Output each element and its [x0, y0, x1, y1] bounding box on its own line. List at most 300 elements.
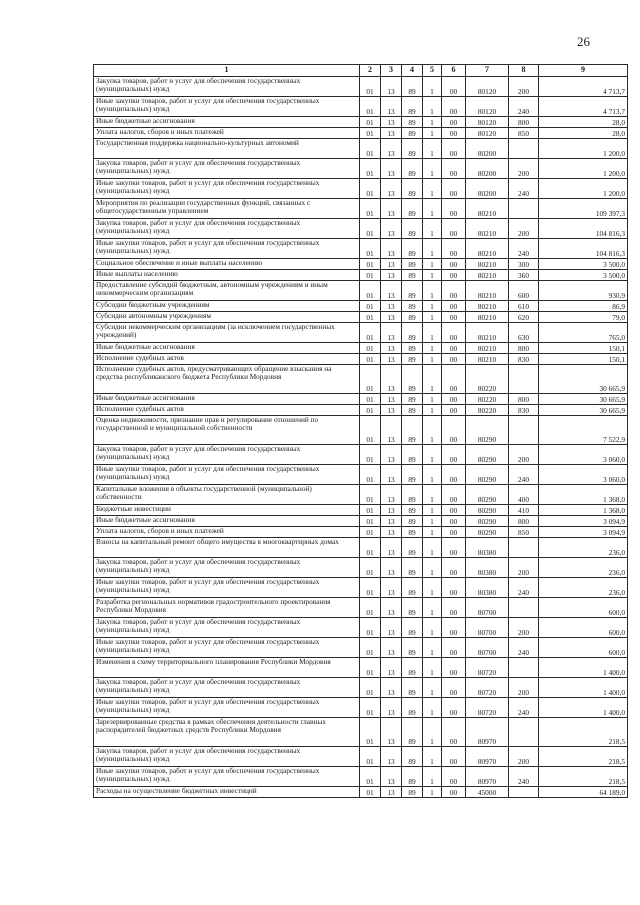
code-cell: 13	[381, 485, 402, 505]
code-cell: 00	[442, 538, 466, 558]
code-cell: 800	[509, 516, 539, 527]
code-cell: 80970	[466, 747, 509, 767]
code-cell: 1	[423, 465, 442, 485]
expense-name-cell: Субсидии бюджетным учреждениям	[94, 301, 360, 312]
expense-name-cell: Иные закупки товаров, работ и услуг для обеспечения государственных (муниципальных) нужд	[94, 698, 360, 718]
code-cell: 01	[360, 365, 381, 394]
code-cell: 00	[442, 416, 466, 445]
code-cell: 80290	[466, 465, 509, 485]
table-row	[94, 139, 628, 159]
column-header: 5	[423, 65, 442, 77]
code-cell: 89	[402, 445, 423, 465]
code-cell: 1	[423, 179, 442, 199]
expense-name-cell: Иные закупки товаров, работ и услуг для обеспечения государственных (муниципальных) нужд	[94, 638, 360, 658]
expense-name-cell: Уплата налогов, сборов и иных платежей	[94, 527, 360, 538]
table-row	[94, 767, 628, 787]
code-cell: 89	[402, 698, 423, 718]
code-cell: 01	[360, 658, 381, 678]
code-cell: 200	[509, 77, 539, 97]
expense-name-cell: Иные бюджетные ассигнования	[94, 117, 360, 128]
code-cell: 300	[509, 259, 539, 270]
code-cell: 00	[442, 516, 466, 527]
code-cell: 00	[442, 343, 466, 354]
code-cell: 80210	[466, 199, 509, 219]
code-cell: 1	[423, 416, 442, 445]
table-row	[94, 658, 628, 678]
code-cell: 1	[423, 365, 442, 394]
expense-name-cell: Иные бюджетные ассигнования	[94, 343, 360, 354]
table-row	[94, 394, 628, 405]
expense-name-cell: Исполнение судебных актов	[94, 405, 360, 416]
code-cell: 89	[402, 527, 423, 538]
amount-cell: 3 094,9	[539, 527, 628, 538]
code-cell: 200	[509, 618, 539, 638]
code-cell	[509, 365, 539, 394]
code-cell: 01	[360, 747, 381, 767]
amount-cell: 218,5	[539, 767, 628, 787]
code-cell: 00	[442, 767, 466, 787]
expense-name-cell: Расходы на осуществление бюджетных инвестиций	[94, 787, 360, 798]
code-cell: 89	[402, 505, 423, 516]
code-cell: 01	[360, 767, 381, 787]
column-header: 4	[402, 65, 423, 77]
code-cell: 89	[402, 259, 423, 270]
code-cell: 13	[381, 239, 402, 259]
code-cell: 1	[423, 219, 442, 239]
code-cell: 89	[402, 365, 423, 394]
code-cell: 00	[442, 618, 466, 638]
code-cell: 240	[509, 239, 539, 259]
amount-cell: 150,1	[539, 354, 628, 365]
code-cell: 1	[423, 678, 442, 698]
code-cell: 1	[423, 259, 442, 270]
code-cell: 89	[402, 281, 423, 301]
table-row	[94, 527, 628, 538]
code-cell: 80210	[466, 281, 509, 301]
expense-name-cell: Субсидии некоммерческим организациям (за исключением государственных учреждений)	[94, 323, 360, 343]
code-cell: 01	[360, 465, 381, 485]
code-cell: 80290	[466, 505, 509, 516]
code-cell: 13	[381, 405, 402, 416]
code-cell: 80210	[466, 354, 509, 365]
code-cell: 13	[381, 527, 402, 538]
code-cell: 89	[402, 658, 423, 678]
code-cell: 200	[509, 445, 539, 465]
code-cell: 240	[509, 698, 539, 718]
table-row	[94, 787, 628, 798]
code-cell: 13	[381, 312, 402, 323]
amount-cell: 7 522,9	[539, 416, 628, 445]
code-cell: 00	[442, 405, 466, 416]
code-cell: 89	[402, 465, 423, 485]
code-cell: 1	[423, 281, 442, 301]
table-row	[94, 485, 628, 505]
code-cell: 13	[381, 558, 402, 578]
code-cell: 1	[423, 139, 442, 159]
amount-cell: 1 400,0	[539, 698, 628, 718]
amount-cell: 1 368,0	[539, 485, 628, 505]
code-cell: 240	[509, 179, 539, 199]
code-cell: 830	[509, 405, 539, 416]
table-row	[94, 405, 628, 416]
code-cell: 200	[509, 219, 539, 239]
code-cell: 01	[360, 638, 381, 658]
code-cell: 00	[442, 117, 466, 128]
amount-cell: 600,0	[539, 638, 628, 658]
table-row	[94, 117, 628, 128]
expense-name-cell: Закупка товаров, работ и услуг для обеспечения государственных (муниципальных) нужд	[94, 747, 360, 767]
amount-cell: 930,9	[539, 281, 628, 301]
column-header: 2	[360, 65, 381, 77]
code-cell: 89	[402, 618, 423, 638]
code-cell	[509, 416, 539, 445]
code-cell: 01	[360, 698, 381, 718]
code-cell: 89	[402, 159, 423, 179]
code-cell: 89	[402, 301, 423, 312]
amount-cell: 1 368,0	[539, 505, 628, 516]
code-cell: 630	[509, 323, 539, 343]
code-cell: 01	[360, 718, 381, 747]
code-cell: 89	[402, 139, 423, 159]
code-cell: 80720	[466, 658, 509, 678]
code-cell: 89	[402, 394, 423, 405]
code-cell: 13	[381, 323, 402, 343]
code-cell: 89	[402, 323, 423, 343]
table-row	[94, 516, 628, 527]
code-cell: 45000	[466, 787, 509, 798]
code-cell: 00	[442, 527, 466, 538]
table-row	[94, 445, 628, 465]
expense-name-cell: Иные закупки товаров, работ и услуг для обеспечения государственных (муниципальных) нужд	[94, 578, 360, 598]
code-cell: 200	[509, 747, 539, 767]
code-cell: 00	[442, 678, 466, 698]
code-cell: 01	[360, 312, 381, 323]
code-cell: 01	[360, 578, 381, 598]
code-cell: 00	[442, 270, 466, 281]
code-cell: 13	[381, 270, 402, 281]
code-cell: 13	[381, 117, 402, 128]
expense-name-cell: Закупка товаров, работ и услуг для обеспечения государственных (муниципальных) нужд	[94, 618, 360, 638]
code-cell: 01	[360, 301, 381, 312]
code-cell: 00	[442, 394, 466, 405]
code-cell: 800	[509, 394, 539, 405]
code-cell: 00	[442, 323, 466, 343]
code-cell: 13	[381, 747, 402, 767]
expense-name-cell: Государственная поддержка национально-культурных автономий	[94, 139, 360, 159]
code-cell: 89	[402, 558, 423, 578]
expense-name-cell: Зарезервированные средства в рамках обеспечения деятельности главных распорядителей бюджетных средств Республики Мордовия	[94, 718, 360, 747]
expense-name-cell: Иные закупки товаров, работ и услуг для обеспечения государственных (муниципальных) нужд	[94, 465, 360, 485]
code-cell: 1	[423, 747, 442, 767]
code-cell	[509, 199, 539, 219]
expense-name-cell: Изменения в схему территориального планирования Республики Мордовия	[94, 658, 360, 678]
code-cell: 80210	[466, 343, 509, 354]
code-cell: 13	[381, 394, 402, 405]
amount-cell: 1 200,0	[539, 159, 628, 179]
column-header: 9	[539, 65, 628, 77]
code-cell: 00	[442, 354, 466, 365]
code-cell: 80970	[466, 767, 509, 787]
code-cell: 1	[423, 618, 442, 638]
code-cell: 89	[402, 117, 423, 128]
amount-cell: 1 200,0	[539, 179, 628, 199]
code-cell: 80120	[466, 97, 509, 117]
code-cell: 80380	[466, 558, 509, 578]
code-cell: 01	[360, 128, 381, 139]
code-cell: 00	[442, 505, 466, 516]
code-cell: 80290	[466, 485, 509, 505]
code-cell: 1	[423, 323, 442, 343]
code-cell: 80700	[466, 638, 509, 658]
code-cell: 1	[423, 698, 442, 718]
code-cell: 1	[423, 516, 442, 527]
table-row	[94, 281, 628, 301]
code-cell: 89	[402, 343, 423, 354]
code-cell: 13	[381, 159, 402, 179]
code-cell: 01	[360, 139, 381, 159]
code-cell: 01	[360, 787, 381, 798]
code-cell: 13	[381, 97, 402, 117]
code-cell: 80380	[466, 578, 509, 598]
expense-name-cell: Бюджетные инвестиции	[94, 505, 360, 516]
expense-name-cell: Закупка товаров, работ и услуг для обеспечения государственных (муниципальных) нужд	[94, 558, 360, 578]
amount-cell: 4 713,7	[539, 77, 628, 97]
code-cell: 1	[423, 505, 442, 516]
amount-cell: 236,0	[539, 538, 628, 558]
table-row	[94, 323, 628, 343]
code-cell: 360	[509, 270, 539, 281]
code-cell: 1	[423, 77, 442, 97]
column-header: 3	[381, 65, 402, 77]
code-cell: 01	[360, 281, 381, 301]
code-cell: 1	[423, 159, 442, 179]
code-cell: 00	[442, 558, 466, 578]
code-cell: 00	[442, 638, 466, 658]
code-cell: 80120	[466, 117, 509, 128]
code-cell: 1	[423, 312, 442, 323]
code-cell: 600	[509, 281, 539, 301]
code-cell: 89	[402, 718, 423, 747]
code-cell: 80200	[466, 179, 509, 199]
code-cell: 89	[402, 312, 423, 323]
code-cell	[509, 139, 539, 159]
code-cell: 80290	[466, 516, 509, 527]
amount-cell: 236,0	[539, 558, 628, 578]
code-cell: 00	[442, 281, 466, 301]
code-cell: 13	[381, 199, 402, 219]
amount-cell: 1 400,0	[539, 658, 628, 678]
code-cell: 13	[381, 698, 402, 718]
code-cell: 13	[381, 219, 402, 239]
amount-cell: 3 060,0	[539, 445, 628, 465]
expense-name-cell: Разработка региональных нормативов градостроительного проектирования Республики Мордовия	[94, 598, 360, 618]
code-cell: 00	[442, 301, 466, 312]
code-cell: 1	[423, 405, 442, 416]
amount-cell: 765,0	[539, 323, 628, 343]
expense-name-cell: Закупка товаров, работ и услуг для обеспечения государственных (муниципальных) нужд	[94, 219, 360, 239]
code-cell: 80970	[466, 718, 509, 747]
code-cell: 1	[423, 718, 442, 747]
code-cell: 01	[360, 179, 381, 199]
code-cell: 1	[423, 239, 442, 259]
code-cell: 01	[360, 77, 381, 97]
code-cell: 01	[360, 199, 381, 219]
code-cell: 1	[423, 445, 442, 465]
code-cell: 80120	[466, 77, 509, 97]
expense-name-cell: Мероприятия по реализации государственных функций, связанных с общегосударственным управлением	[94, 199, 360, 219]
code-cell: 13	[381, 128, 402, 139]
table-row	[94, 416, 628, 445]
code-cell: 410	[509, 505, 539, 516]
code-cell: 80210	[466, 239, 509, 259]
table-row	[94, 97, 628, 117]
code-cell: 89	[402, 97, 423, 117]
code-cell: 01	[360, 394, 381, 405]
table-row	[94, 301, 628, 312]
code-cell: 1	[423, 638, 442, 658]
code-cell: 89	[402, 767, 423, 787]
expense-name-cell: Исполнение судебных актов	[94, 354, 360, 365]
code-cell: 13	[381, 139, 402, 159]
table-row	[94, 538, 628, 558]
code-cell: 01	[360, 416, 381, 445]
code-cell: 01	[360, 343, 381, 354]
code-cell: 200	[509, 558, 539, 578]
code-cell: 240	[509, 767, 539, 787]
code-cell: 240	[509, 638, 539, 658]
amount-cell: 236,0	[539, 578, 628, 598]
code-cell: 13	[381, 416, 402, 445]
code-cell	[509, 718, 539, 747]
code-cell: 01	[360, 516, 381, 527]
code-cell: 00	[442, 159, 466, 179]
code-cell: 240	[509, 465, 539, 485]
amount-cell: 3 500,0	[539, 259, 628, 270]
code-cell: 00	[442, 139, 466, 159]
code-cell: 01	[360, 618, 381, 638]
expense-name-cell: Закупка товаров, работ и услуг для обеспечения государственных (муниципальных) нужд	[94, 678, 360, 698]
code-cell: 1	[423, 97, 442, 117]
code-cell: 00	[442, 465, 466, 485]
amount-cell: 600,0	[539, 598, 628, 618]
code-cell: 13	[381, 678, 402, 698]
code-cell: 1	[423, 578, 442, 598]
code-cell: 80210	[466, 301, 509, 312]
table-row	[94, 259, 628, 270]
expense-name-cell: Иные бюджетные ассигнования	[94, 516, 360, 527]
code-cell: 01	[360, 159, 381, 179]
table-row	[94, 312, 628, 323]
code-cell: 80210	[466, 259, 509, 270]
column-header: 7	[466, 65, 509, 77]
code-cell: 80120	[466, 128, 509, 139]
expense-name-cell: Иные закупки товаров, работ и услуг для обеспечения государственных (муниципальных) нужд	[94, 239, 360, 259]
code-cell: 01	[360, 445, 381, 465]
table-header-row	[94, 65, 628, 77]
column-header: 8	[509, 65, 539, 77]
expense-name-cell: Закупка товаров, работ и услуг для обеспечения государственных (муниципальных) нужд	[94, 77, 360, 97]
code-cell: 80700	[466, 598, 509, 618]
code-cell: 89	[402, 485, 423, 505]
code-cell: 850	[509, 128, 539, 139]
code-cell: 13	[381, 598, 402, 618]
amount-cell: 79,0	[539, 312, 628, 323]
code-cell: 01	[360, 678, 381, 698]
expense-name-cell: Иные закупки товаров, работ и услуг для обеспечения государственных (муниципальных) нужд	[94, 179, 360, 199]
code-cell: 1	[423, 767, 442, 787]
amount-cell: 150,1	[539, 343, 628, 354]
table-row	[94, 179, 628, 199]
code-cell: 13	[381, 179, 402, 199]
amount-cell: 1 400,0	[539, 678, 628, 698]
code-cell: 80220	[466, 365, 509, 394]
code-cell: 00	[442, 598, 466, 618]
amount-cell: 218,5	[539, 747, 628, 767]
code-cell: 80290	[466, 445, 509, 465]
table-row	[94, 638, 628, 658]
code-cell: 89	[402, 199, 423, 219]
code-cell: 89	[402, 747, 423, 767]
amount-cell: 3 094,9	[539, 516, 628, 527]
code-cell: 1	[423, 558, 442, 578]
code-cell: 80290	[466, 416, 509, 445]
code-cell: 1	[423, 354, 442, 365]
code-cell: 800	[509, 117, 539, 128]
code-cell: 00	[442, 97, 466, 117]
amount-cell: 3 500,0	[539, 270, 628, 281]
code-cell: 00	[442, 77, 466, 97]
code-cell: 1	[423, 343, 442, 354]
code-cell: 80220	[466, 405, 509, 416]
code-cell: 01	[360, 598, 381, 618]
code-cell: 00	[442, 747, 466, 767]
amount-cell: 4 713,7	[539, 97, 628, 117]
code-cell: 00	[442, 658, 466, 678]
code-cell: 13	[381, 343, 402, 354]
code-cell: 00	[442, 718, 466, 747]
code-cell: 80200	[466, 159, 509, 179]
code-cell: 400	[509, 485, 539, 505]
code-cell: 00	[442, 445, 466, 465]
code-cell: 13	[381, 538, 402, 558]
expense-name-cell: Взносы на капитальный ремонт общего имущества в многоквартирных домах	[94, 538, 360, 558]
code-cell: 01	[360, 354, 381, 365]
amount-cell: 104 816,3	[539, 239, 628, 259]
code-cell: 89	[402, 638, 423, 658]
code-cell: 1	[423, 199, 442, 219]
code-cell: 89	[402, 128, 423, 139]
code-cell: 80380	[466, 538, 509, 558]
code-cell: 80200	[466, 139, 509, 159]
code-cell: 00	[442, 219, 466, 239]
code-cell: 1	[423, 301, 442, 312]
amount-cell: 30 665,9	[539, 405, 628, 416]
code-cell: 89	[402, 678, 423, 698]
code-cell: 620	[509, 312, 539, 323]
amount-cell: 28,0	[539, 128, 628, 139]
code-cell: 89	[402, 239, 423, 259]
amount-cell: 104 816,3	[539, 219, 628, 239]
expense-name-cell: Закупка товаров, работ и услуг для обеспечения государственных (муниципальных) нужд	[94, 159, 360, 179]
table-row	[94, 678, 628, 698]
code-cell: 01	[360, 405, 381, 416]
expense-name-cell: Оценка недвижимости, признание прав и регулирование отношений по государственной и муниципальной собственности	[94, 416, 360, 445]
code-cell: 830	[509, 354, 539, 365]
code-cell: 80210	[466, 270, 509, 281]
table-row	[94, 199, 628, 219]
code-cell: 13	[381, 77, 402, 97]
code-cell: 00	[442, 239, 466, 259]
